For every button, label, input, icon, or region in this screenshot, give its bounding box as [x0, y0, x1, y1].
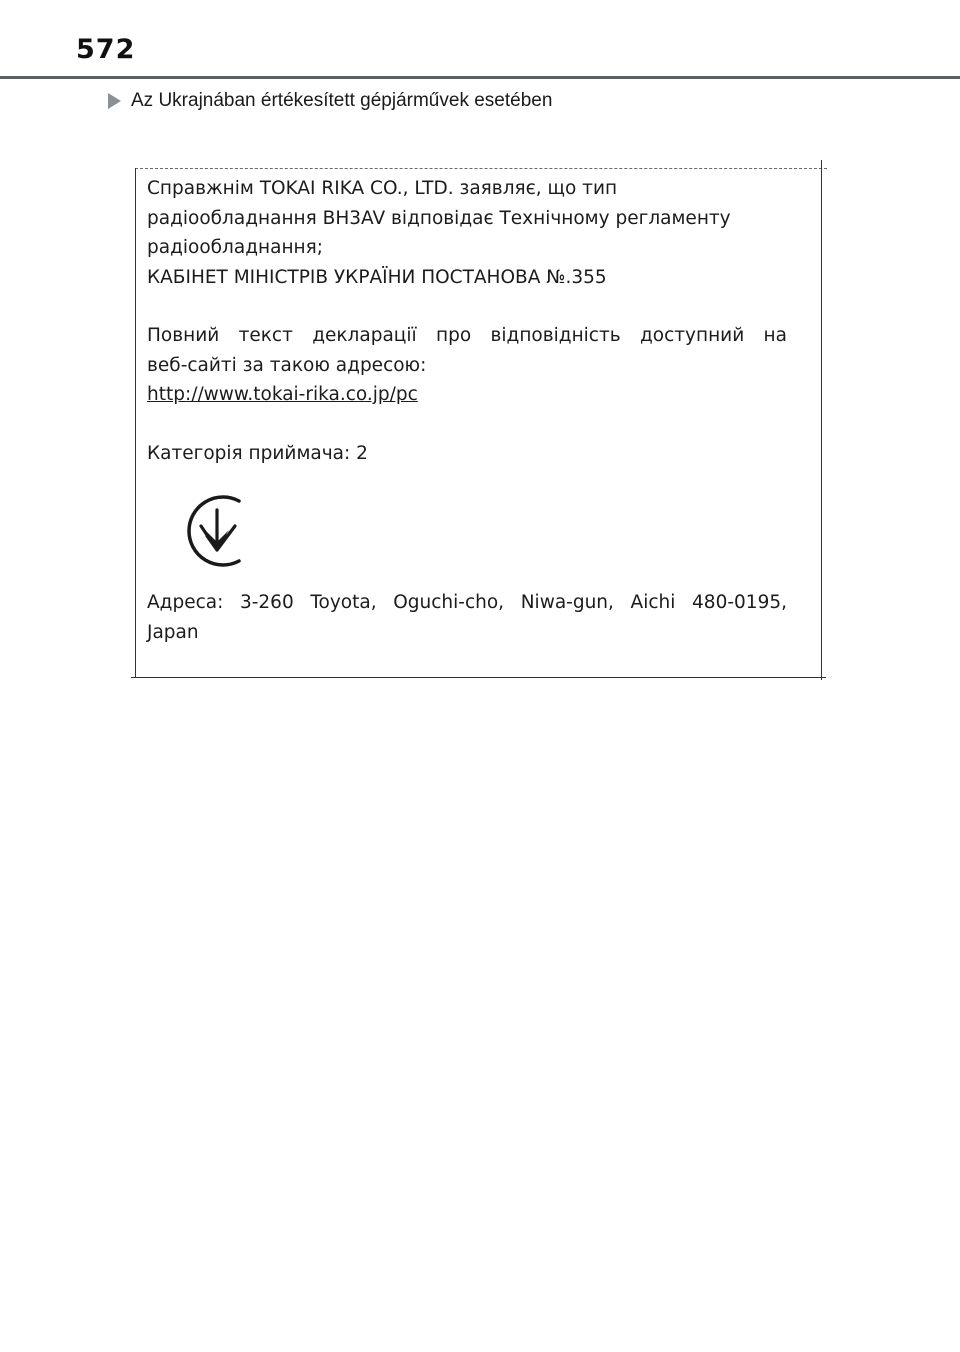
scan-left-border	[135, 168, 136, 678]
ukraine-conformity-mark-icon	[177, 488, 257, 574]
declaration-line: Справжнім TOKAI RIKA CO., LTD. заявляє, що тип	[147, 178, 618, 199]
declaration-url-link[interactable]: http://www.tokai-rika.co.jp/pc	[147, 384, 418, 405]
receiver-category: Категорія приймача: 2	[147, 442, 368, 464]
section-heading-text: Az Ukrajnában értékesített gépjárművek esetében	[131, 90, 553, 111]
full-text-line: Повний текст декларації про відповідність доступний на	[147, 325, 787, 346]
declaration-scan	[131, 160, 826, 680]
triangle-right-icon	[108, 93, 121, 109]
scan-right-border	[821, 160, 822, 680]
declaration-text	[147, 174, 787, 647]
address-line: Japan	[147, 621, 199, 643]
declaration-line: КАБІНЕТ МІНІСТРІВ УКРАЇНИ ПОСТАНОВА №.355	[147, 266, 607, 288]
header-rule	[0, 76, 960, 79]
page-number: 572	[76, 34, 136, 65]
scan-bottom-border	[131, 677, 826, 678]
full-text-line: веб-сайті за такою адресою:	[147, 354, 427, 376]
address-line: Адреса: 3-260 Toyota, Oguchi-cho, Niwa-gun, Aichi 480-0195,	[147, 592, 787, 613]
section-heading	[108, 90, 552, 112]
scan-top-border	[135, 168, 827, 169]
declaration-line: радіообладнання;	[147, 237, 323, 258]
declaration-line: радіообладнання BH3AV відповідає Технічному регламенту	[147, 207, 731, 229]
